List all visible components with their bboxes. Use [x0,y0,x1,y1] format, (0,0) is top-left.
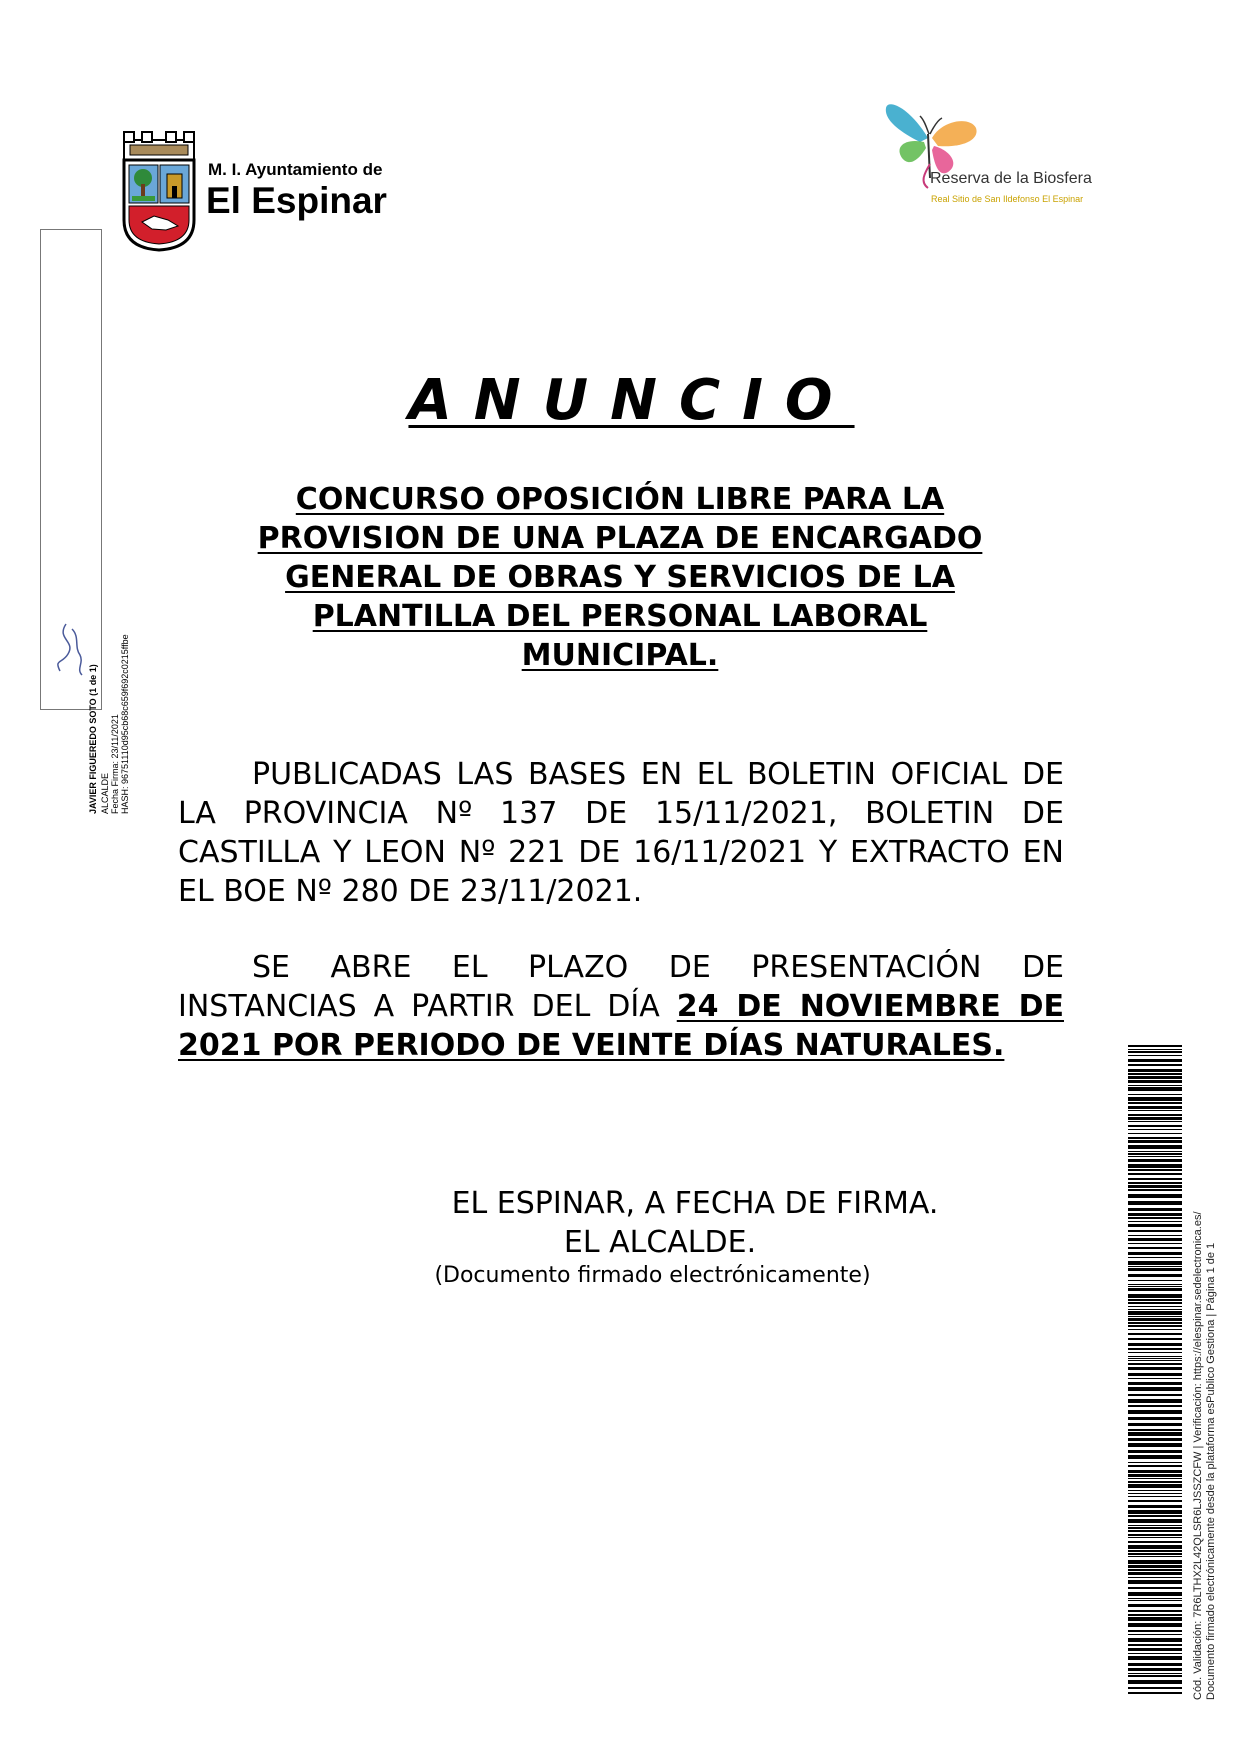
barcode-bar [1128,1493,1182,1494]
barcode-bar [1128,1580,1182,1584]
barcode-bar [1128,1382,1182,1385]
barcode-bar [1128,1617,1182,1621]
barcode-bar [1128,1217,1182,1219]
barcode-bar [1128,1288,1182,1291]
barcode-bar [1128,1110,1182,1111]
barcode-bar [1128,1189,1182,1191]
barcode-bar [1128,1356,1182,1357]
barcode-bar [1128,1443,1182,1447]
barcode-bar [1128,1064,1182,1066]
signature-hash: HASH: 96751110d95cb68c659f692c0215ffbe [120,634,130,814]
barcode-bar [1128,1087,1182,1091]
barcode-bar [1128,1153,1182,1155]
barcode-bar [1128,1438,1182,1441]
barcode-bar [1128,1238,1182,1241]
barcode-bar [1128,1496,1182,1497]
barcode-bar [1128,1221,1182,1222]
barcode-bar [1128,1680,1182,1684]
barcode-bar [1128,1541,1182,1543]
barcode-bar [1128,1140,1182,1143]
barcode-bar [1128,1515,1182,1517]
document-title [0,368,1241,433]
barcode-bar [1128,1073,1182,1075]
document-subtitle [200,480,1040,675]
barcode-bar [1128,1653,1182,1654]
barcode-bar [1128,1316,1182,1317]
barcode-bar [1128,1405,1182,1407]
barcode-bar [1128,1663,1182,1666]
barcode-bar [1128,1185,1182,1188]
barcode-bar [1128,1059,1182,1062]
barcode-bar [1128,1556,1182,1557]
barcode-bar [1128,1182,1182,1184]
barcode-bar [1128,1151,1182,1152]
barcode-bar [1128,1085,1182,1086]
barcode-bar [1128,1055,1182,1056]
barcode-bar [1128,1537,1182,1538]
barcode-bar [1128,1159,1182,1162]
barcode-bar [1128,1423,1182,1426]
barcode-bar [1128,1505,1182,1508]
barcode-bar [1128,1164,1182,1168]
barcode-bar [1128,1687,1182,1689]
barcode-bar [1128,1224,1182,1227]
barcode-bar [1128,1598,1182,1599]
barcode-bar [1128,1478,1182,1479]
barcode-bar [1128,1668,1182,1671]
barcode-bar [1128,1604,1182,1607]
barcode-bar [1128,1169,1182,1171]
barcode-bar [1128,1268,1182,1271]
verification-line-2: Documento firmado electrónicamente desde la plataforma esPublico Gestiona | Página 1 de 1 [1205,1242,1217,1700]
barcode-bar [1128,1322,1182,1324]
subtitle-line: MUNICIPAL. [521,638,719,673]
barcode-bar [1128,1572,1182,1575]
barcode-bar [1128,1145,1182,1149]
barcode-bar [1128,1614,1182,1616]
validation-barcode [1128,1045,1182,1695]
barcode-bar [1128,1114,1182,1116]
municipal-coat-of-arms-logo [120,130,198,252]
barcode-bar [1128,1274,1182,1277]
subtitle-line: PROVISION DE UNA PLAZA DE ENCARGADO [257,521,983,556]
barcode-bar [1128,1484,1182,1488]
barcode-bar [1128,1243,1182,1244]
barcode-bar [1128,1257,1182,1258]
barcode-bar [1128,1051,1182,1053]
barcode-bar [1128,1525,1182,1526]
barcode-bar [1128,1117,1182,1120]
barcode-bar [1128,1230,1182,1232]
barcode-bar [1128,1378,1182,1379]
barcode-bar [1128,1417,1182,1420]
barcode-bar [1128,1545,1182,1549]
barcode-bar [1128,1121,1182,1122]
barcode-bar [1128,1280,1182,1281]
paragraph-publication: PUBLICADAS LAS BASES EN EL BOLETIN OFICIAL DE LA PROVINCIA Nº 137 DE 15/11/2021, BOLETIN DE CASTILLA Y LEON Nº 221 DE 16/11/2021 Y EXTRACTO EN EL BOE Nº 280 DE 23/11/2021. [178,757,1064,909]
barcode-bar [1128,1462,1182,1463]
barcode-bar [1128,1194,1182,1198]
barcode-bar [1128,1338,1182,1340]
barcode-bar [1128,1534,1182,1536]
signer-role: ALCALDE [100,772,110,814]
barcode-bar [1128,1432,1182,1436]
barcode-bar [1128,1675,1182,1677]
barcode-bar [1128,1318,1182,1321]
signature-date: Fecha Firma: 23/11/2021 [110,714,120,814]
barcode-bar [1128,1076,1182,1079]
barcode-bar [1128,1490,1182,1491]
barcode-bar [1128,1252,1182,1255]
barcode-bar [1128,1247,1182,1249]
barcode-bar [1128,1178,1182,1180]
barcode-bar [1128,1311,1182,1315]
barcode-bar [1128,1294,1182,1298]
barcode-bar [1128,1648,1182,1651]
barcode-bar [1128,1094,1182,1095]
barcode-bar [1128,1394,1182,1396]
barcode-bar [1128,1560,1182,1564]
barcode-bar [1128,1399,1182,1403]
barcode-bar [1128,1500,1182,1502]
paragraph-deadline-lead: SE ABRE EL PLAZO DE PRESENTACIÓN DE INSTANCIAS A PARTIR DEL DÍA [178,950,1064,1024]
barcode-bar [1128,1360,1182,1361]
barcode-bar [1128,1410,1182,1414]
signer-name: JAVIER FIGUEREDO SOTO (1 de 1) [88,664,98,814]
barcode-bar [1128,1299,1182,1301]
barcode-bar [1128,1610,1182,1612]
barcode-bar [1128,1129,1182,1130]
barcode-bar [1128,1550,1182,1552]
barcode-bar [1128,1634,1182,1635]
barcode-bar [1128,1367,1182,1370]
subtitle-line: PLANTILLA DEL PERSONAL LABORAL [312,599,928,634]
barcode-bar [1128,1623,1182,1627]
barcode-bar [1128,1102,1182,1104]
ayuntamiento-label: M. I. Ayuntamiento de [208,160,383,179]
barcode-bar [1128,1387,1182,1391]
barcode-bar [1128,1266,1182,1267]
barcode-bar [1128,1069,1182,1072]
barcode-bar [1128,1352,1182,1353]
subtitle-line: GENERAL DE OBRAS Y SERVICIOS DE LA [285,560,955,595]
barcode-bar [1128,1049,1182,1050]
subtitle-line: CONCURSO OPOSICIÓN LIBRE PARA LA [295,482,945,517]
barcode-bar [1128,1125,1182,1127]
municipality-name: El Espinar [206,180,387,221]
barcode-bar [1128,1465,1182,1467]
verification-line-1: Cód. Validación: 7R6LTHX2L42QLSR6LJSSZCFW | Verificación: https://elespinar.sedelectronica.es/ [1192,1211,1204,1700]
barcode-bar [1128,1470,1182,1473]
barcode-bar [1128,1429,1182,1431]
barcode-bar [1128,1592,1182,1596]
barcode-bar [1128,1213,1182,1216]
barcode-bar [1128,1363,1182,1365]
barcode-bar [1128,1080,1182,1083]
barcode-bar [1128,1348,1182,1350]
barcode-bar [1128,1481,1182,1483]
biosphere-label: Reserva de la Biosfera [930,170,1092,187]
barcode-bar [1128,1325,1182,1327]
signature-note: (Documento firmado electrónicamente) [434,1263,871,1288]
barcode-bar [1128,1137,1182,1139]
barcode-bar [1128,1286,1182,1287]
barcode-bar [1128,1644,1182,1646]
handwritten-signature-icon [46,619,96,679]
barcode-bar [1128,1333,1182,1335]
signature-details [40,229,130,814]
title-text: ANUNCIO [408,368,855,433]
signature-place-date: EL ESPINAR, A FECHA DE FIRMA. [451,1186,939,1221]
barcode-bar [1128,1106,1182,1109]
barcode-bar [1128,1284,1182,1285]
barcode-bar [1128,1656,1182,1660]
barcode-bar [1128,1587,1182,1589]
barcode-bar [1128,1097,1182,1101]
barcode-bar [1128,1577,1182,1578]
barcode-bar [1128,1638,1182,1642]
barcode-bar [1128,1569,1182,1571]
barcode-bar [1128,1553,1182,1555]
barcode-bar [1128,1343,1182,1346]
barcode-bar [1128,1173,1182,1175]
barcode-bar [1128,1373,1182,1376]
barcode-bar [1128,1565,1182,1568]
barcode-bar [1128,1208,1182,1211]
paragraph-deadline-emphasis: 24 DE NOVIEMBRE DE 2021 POR PERIODO DE VEINTE DÍAS NATURALES. [178,989,1064,1063]
barcode-bar [1128,1306,1182,1307]
barcode-bar [1128,1156,1182,1157]
barcode-bar [1128,1673,1182,1674]
barcode-bar [1128,1235,1182,1236]
barcode-bar [1128,1510,1182,1514]
barcode-bar [1128,1600,1182,1601]
barcode-bar [1128,1474,1182,1477]
barcode-bar [1128,1358,1182,1359]
barcode-bar [1128,1519,1182,1523]
biosphere-sublabel: Real Sitio de San Ildefonso El Espinar [931,194,1084,204]
barcode-bar [1128,1329,1182,1330]
barcode-bar [1128,1261,1182,1265]
barcode-bar [1128,1450,1182,1453]
barcode-bar [1128,1630,1182,1632]
barcode-bar [1128,1302,1182,1304]
barcode-bar [1128,1133,1182,1134]
signature-role: EL ALCALDE. [563,1225,757,1260]
barcode-bar [1128,1309,1182,1310]
barcode-bar [1128,1455,1182,1459]
barcode-bar [1128,1201,1182,1205]
barcode-bar [1128,1527,1182,1529]
barcode-bar [1128,1045,1182,1047]
barcode-bar [1128,1530,1182,1532]
barcode-bar [1128,1692,1182,1694]
paragraph-deadline [178,948,1064,1065]
